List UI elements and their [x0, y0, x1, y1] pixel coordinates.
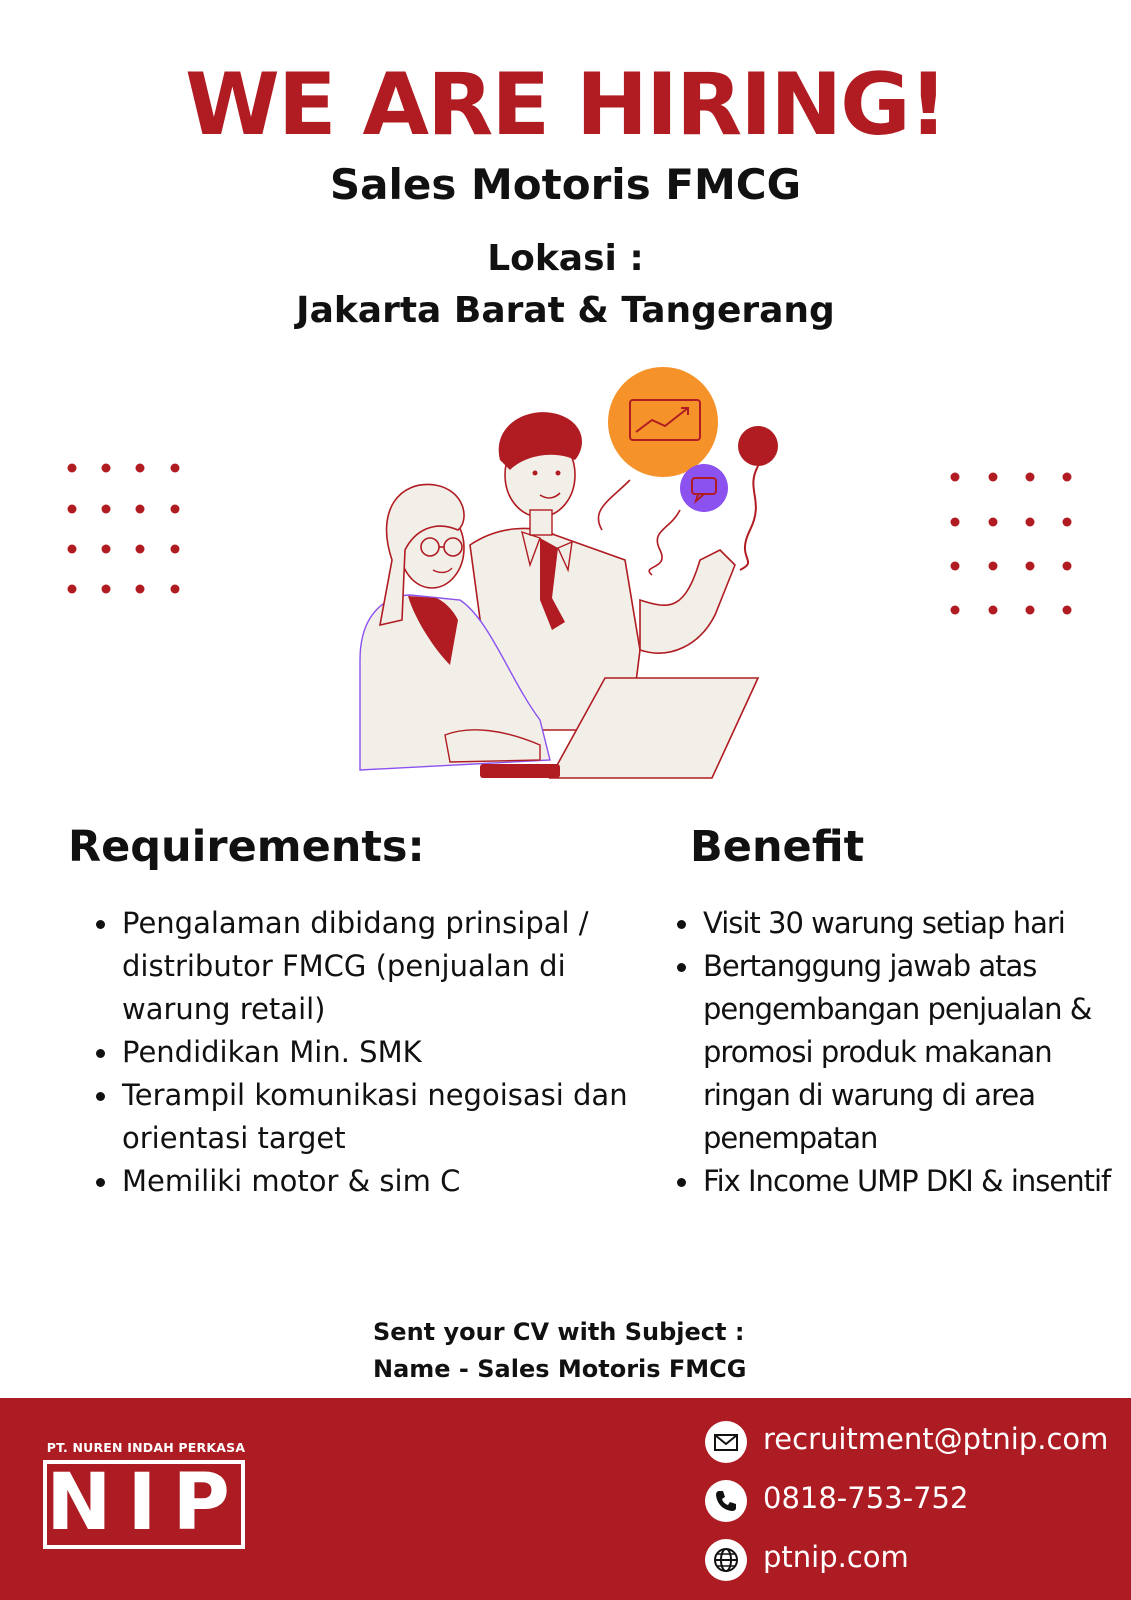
list-item: Fix Income UMP DKI & insentif: [673, 1160, 1113, 1203]
contact-website[interactable]: [705, 1538, 1125, 1582]
benefit-title: Benefit: [690, 822, 865, 872]
company-logo: [43, 1433, 249, 1555]
logo-mark: NIP: [46, 1458, 246, 1548]
list-item: Terampil komunikasi negoisasi dan orientasi target: [92, 1074, 637, 1160]
email-link[interactable]: recruitment@ptnip.com: [763, 1422, 1109, 1456]
envelope-icon: [705, 1421, 747, 1463]
right-dot-pattern: [948, 470, 1078, 620]
cta-line-1: Sent your CV with Subject :: [373, 1318, 745, 1346]
chat-bubble-icon: [680, 464, 728, 512]
team-illustration: [340, 360, 790, 800]
logo-company-name: PT. NUREN INDAH PERKASA: [46, 1440, 246, 1455]
location-label: Lokasi :: [487, 238, 644, 279]
cta-line-2: Name - Sales Motoris FMCG: [373, 1355, 747, 1383]
contact-phone[interactable]: [705, 1479, 1125, 1523]
job-position: Sales Motoris FMCG: [329, 160, 802, 209]
footer-bar: [0, 1398, 1131, 1600]
hiring-headline: WE ARE HIRING!: [185, 55, 946, 155]
location-value: Jakarta Barat & Tangerang: [296, 290, 835, 331]
phone-number[interactable]: 0818-753-752: [763, 1481, 969, 1515]
chart-bubble-icon: [608, 367, 718, 477]
requirements-list: [92, 902, 637, 1203]
benefit-list: [673, 902, 1113, 1203]
left-dot-pattern: [65, 462, 195, 612]
list-item: Bertanggung jawab atas pengembangan penjualan & promosi produk makanan ringan di warung di area penempatan: [673, 945, 1113, 1160]
balloon-icon: [738, 426, 778, 466]
phone-icon: [705, 1480, 747, 1522]
list-item: Pendidikan Min. SMK: [92, 1031, 637, 1074]
website-link[interactable]: ptnip.com: [763, 1540, 909, 1574]
requirements-title: Requirements:: [68, 822, 425, 872]
list-item: Visit 30 warung setiap hari: [673, 902, 1113, 945]
globe-icon: [705, 1539, 747, 1581]
list-item: Pengalaman dibidang prinsipal / distributor FMCG (penjualan di warung retail): [92, 902, 637, 1031]
list-item: Memiliki motor & sim C: [92, 1160, 637, 1203]
contact-email[interactable]: [705, 1420, 1125, 1464]
